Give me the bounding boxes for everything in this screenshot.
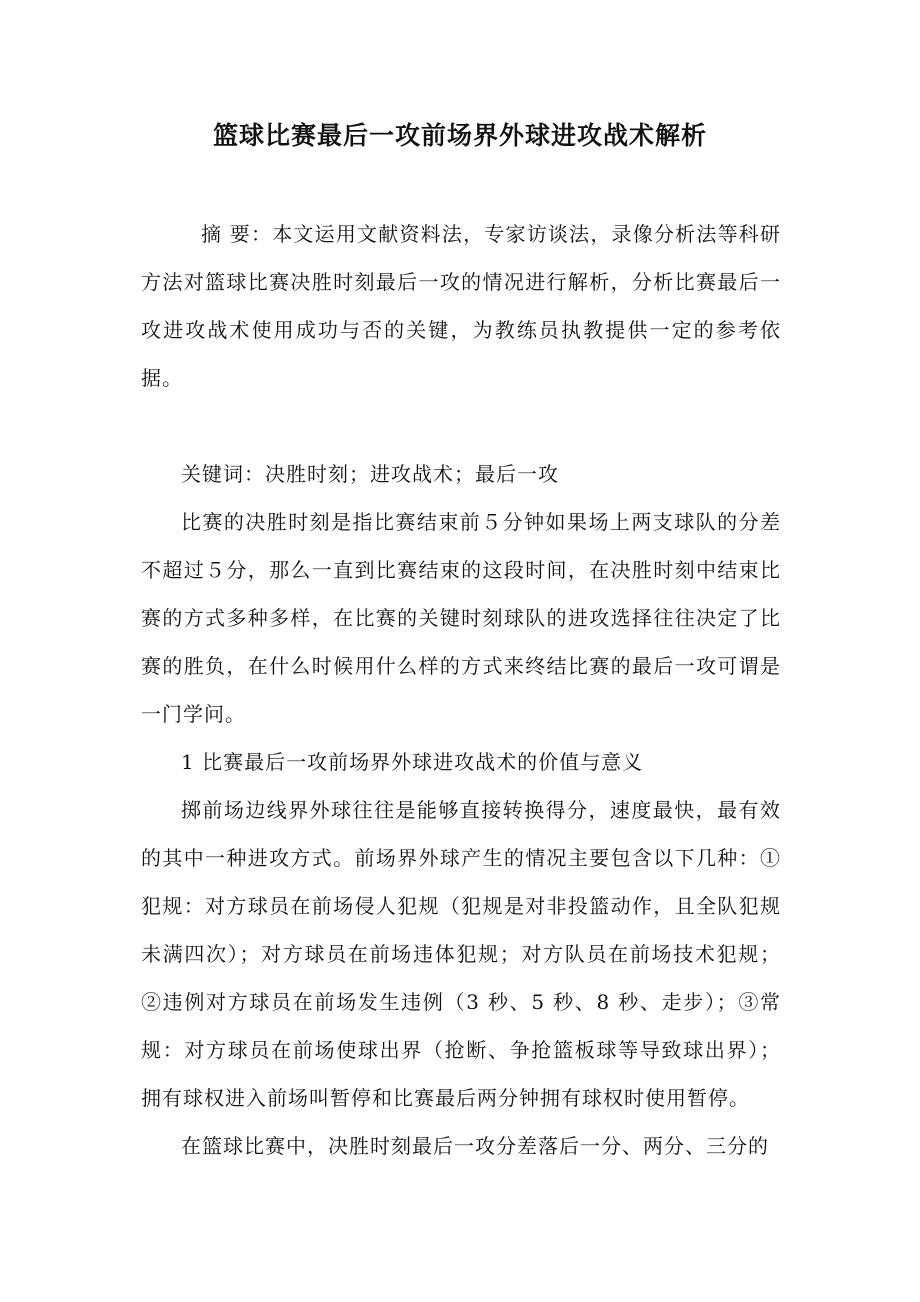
document-title: 篮球比赛最后一攻前场界外球进攻战术解析	[212, 121, 707, 150]
body-paragraph-2: 掷前场边线界外球往往是能够直接转换得分，速度最快，最有效的其中一种进攻方式。前场界外球产生的情况主要包含以下几种：①犯规：对方球员在前场侵人犯规（犯规是对非投篮动作，且全队犯规未满四次）；对方球员在前场违体犯规；对方队员在前场技术犯规；②违例对方球员在前场发生违例（3 秒、5 秒、8 秒、走步）；③常规：对方球员在前场使球出界（抢断、争抢篮板球等导致球出界）；拥有球权进入前场叫暂停和比赛最后两分钟拥有球权时使用暂停。	[141, 798, 781, 1110]
keywords-line: 关键词：决胜时刻；进攻战术；最后一攻	[181, 462, 559, 486]
abstract-paragraph: 摘 要：本文运用文献资料法，专家访谈法，录像分析法等科研方法对篮球比赛决胜时刻最后一攻的情况进行解析，分析比赛最后一攻进攻战术使用成功与否的关键，为教练员执教提供一定的参考依据。	[141, 222, 781, 390]
body-paragraph-1: 比赛的决胜时刻是指比赛结束前５分钟如果场上两支球队的分差不超过５分，那么一直到比赛结束的这段时间，在决胜时刻中结束比赛的方式多种多样，在比赛的关键时刻球队的进攻选择往往决定了比赛的胜负，在什么时候用什么样的方式来终结比赛的最后一攻可谓是一门学问。	[141, 510, 781, 726]
section-heading-1: 1 比赛最后一攻前场界外球进攻战术的价值与意义	[181, 750, 644, 774]
body-paragraph-3: 在篮球比赛中，决胜时刻最后一攻分差落后一分、两分、三分的	[181, 1134, 769, 1158]
